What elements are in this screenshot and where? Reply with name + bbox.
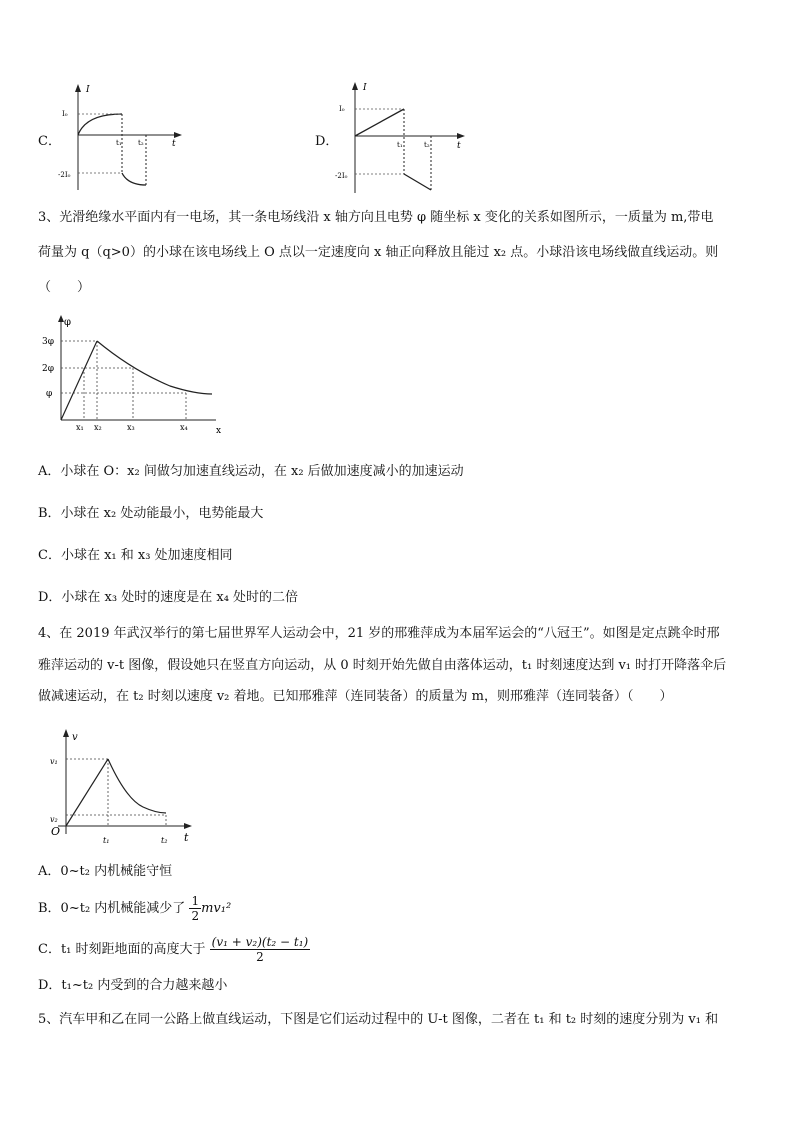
axis-label-i: I [363,83,367,93]
fraction-denominator: 2 [256,950,264,964]
fraction-numerator: 1 [191,894,200,908]
fraction-numerator: (v₁ + v₂)(t₂ − t₁) [211,935,309,949]
q4-stem-line-2: 雅萍运动的 v-t 图像，假设她只在竖直方向运动，从 0 时刻开始先做自由落体运动，t₁ 时刻速度达到 v₁ 时打开降落伞后 [38,658,727,673]
q2-option-c-label: C． [38,134,61,149]
q3-stem-line-2: 荷量为 q（q>0）的小球在该电场线上 O 点以一定速度向 x 轴正向释放且能过 x₂ 点。小球沿该电场线做直线运动。则 [38,245,719,260]
tick-t1: t₁ [116,139,122,147]
tick-x3: x₃ [127,423,135,432]
q3-option-d: D．小球在 x₃ 处时的速度是在 x₄ 处时的二倍 [38,590,299,605]
tick-x2: x₂ [94,423,102,432]
current-line-falling [404,174,431,190]
axis-label-v: v [72,732,78,743]
q4-option-c-prefix: C．t₁ 时刻距地面的高度大于 [38,942,206,957]
tick-v1: v₁ [50,757,58,766]
current-curve-rising [78,114,122,135]
tick-t1: t₁ [397,141,403,149]
q4-stem-line-3: 做减速运动，在 t₂ 时刻以速度 v₂ 着地。已知邢雅萍（连同装备）的质量为 m，则邢雅萍（连同装备）（ ） [38,689,673,704]
current-curve-falling [122,173,146,185]
axis-label-t: t [172,139,176,149]
origin-label: O [51,825,61,838]
q3-option-a: A．小球在 O：x₂ 间做匀加速直线运动，在 x₂ 后做加速度减小的加速运动 [38,464,464,479]
q3-stem-line-3: （ ） [38,280,91,295]
q4-velocity-graph [48,727,198,847]
q2-option-d-graph [335,78,470,198]
tick-t1: t₁ [103,836,110,845]
axis-label-t: t [184,831,189,844]
velocity-curve-falling [108,759,166,813]
fraction-denominator: 2 [191,909,200,923]
velocity-line-rising [66,759,108,826]
q4-option-b [38,894,758,924]
axis-label-t: t [457,141,461,151]
tick-i0: I₀ [339,105,345,113]
tick-t2: t₂ [424,141,430,149]
q4-option-c-fraction [210,935,311,964]
tick-v2: v₂ [50,815,58,824]
q4-option-c [38,933,758,967]
tick-neg2i0: -2I₀ [335,172,348,180]
q4-option-b-fraction [189,894,201,923]
q4-stem-line-1: 4、在 2019 年武汉举行的第七届世界军人运动会中，21 岁的邢雅萍成为本届军运会的“八冠王”。如图是定点跳伞时邢 [38,626,720,641]
q4-option-d: D．t₁~t₂ 内受到的合力越来越小 [38,978,228,993]
q4-option-b-prefix: B．0~t₂ 内机械能减少了 [38,901,186,916]
q2-option-c-graph [58,80,188,195]
q3-stem-line-1: 3、光滑绝缘水平面内有一电场，其一条电场线沿 x 轴方向且电势 φ 随坐标 x 变化的关系如图所示，一质量为 m,带电 [38,210,714,225]
axis-label-i: I [86,85,90,95]
tick-t2: t₂ [161,836,168,845]
current-line-rising [355,109,404,136]
potential-line-rising [61,341,97,420]
potential-curve-falling [97,341,212,394]
axis-label-x: x [216,426,222,436]
q5-stem-line-1: 5、汽车甲和乙在同一公路上做直线运动，下图是它们运动过程中的 U-t 图像，二者在 t₁ 和 t₂ 时刻的速度分别为 v₁ 和 [38,1012,719,1027]
q4-option-b-expression: mv₁² [201,901,232,916]
q3-potential-graph [40,312,230,436]
tick-phi: φ [46,389,53,399]
q3-option-c: C．小球在 x₁ 和 x₃ 处加速度相同 [38,548,233,563]
q4-option-a: A．0~t₂ 内机械能守恒 [38,864,173,879]
q3-option-b: B．小球在 x₂ 处动能最小，电势能最大 [38,506,264,521]
axis-label-phi: φ [64,317,72,328]
tick-t2: t₂ [138,139,144,147]
tick-i0: I₀ [62,110,68,118]
tick-x4: x₄ [180,423,188,432]
tick-2phi: 2φ [42,364,55,374]
tick-neg2i0: -2I₀ [58,171,71,179]
tick-x1: x₁ [76,423,84,432]
tick-3phi: 3φ [42,337,55,347]
q2-option-d-label: D． [315,134,339,149]
